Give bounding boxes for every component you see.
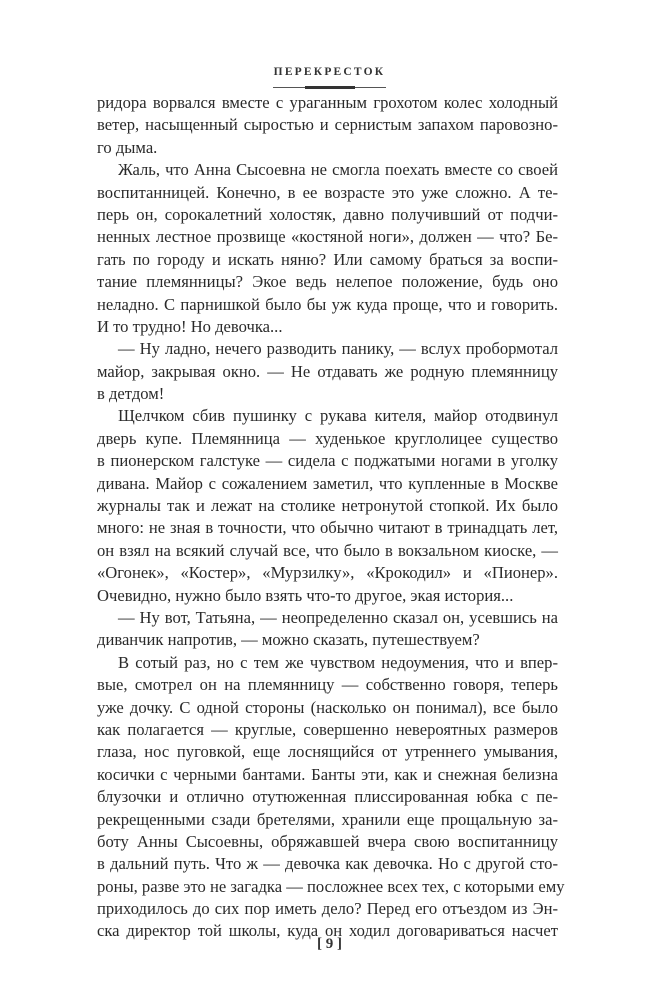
text-line: воспитанницей. Конечно, в ее возрасте это уже сложно. А те- <box>97 182 558 202</box>
text-line: И то трудно! Но девочка... <box>97 316 283 336</box>
text-line: вые, смотрел он на племянницу — собственно говоря, теперь <box>97 675 558 695</box>
text-line: роны, разве это не загадка — посложнее всех тех, с которыми ему <box>97 876 565 896</box>
text-line: в пионерском галстуке — сидела с поджатыми ногами в уголку <box>97 451 558 471</box>
text-line: в дальний путь. Что ж — девочка как девочка. Но с другой сто- <box>97 854 558 874</box>
text-line: ридора ворвался вместе с ураганным грохотом колес холодный <box>97 93 558 112</box>
text-line: ветер, насыщенный сыростью и сернистым запахом паровозно- <box>97 115 558 135</box>
text-line: много: не зная в точности, что обычно читают в тринадцать лет, <box>97 518 558 538</box>
text-line: Очевидно, нужно было взять что-то другое, экая история... <box>97 585 514 605</box>
text-line: дивана. Майор с сожалением заметил, что купленные в Москве <box>97 473 558 493</box>
text-line: перь он, сорокалетний холостяк, давно получивший от подчи- <box>97 204 558 224</box>
text-line: боту Анны Сысоевны, обряжавшей вчера свою воспитанницу <box>97 831 558 851</box>
text-line: гать по городу и искать няню? Или самому браться за воспи- <box>97 249 558 269</box>
text-line: дверь купе. Племянница — худенькое круглолицее существо <box>97 428 558 448</box>
text-line: в детдом! <box>97 384 165 404</box>
text-line: блузочки и отлично отутюженная плиссированная юбка с пе- <box>97 787 558 807</box>
text-line: Жаль, что Анна Сысоевна не смогла поехать вместе со своей <box>118 160 558 180</box>
text-line: он взял на всякий случай все, что было в вокзальном киоске, — <box>97 540 558 560</box>
text-line: приходилось до сих пор иметь дело? Перед его отъездом из Эн- <box>97 899 558 919</box>
text-line: Щелчком сбив пушинку с рукава кителя, майор отодвинул <box>118 406 558 426</box>
text-line: ска директор той школы, куда он ходил договариваться насчет <box>97 921 558 941</box>
page-number: [ 9 ] <box>317 936 342 952</box>
text-line: тание племянницы? Экое ведь нелепое положение, будь оно <box>97 272 558 292</box>
text-line: журналы так и лежат на столике нетронутой стопкой. Их было <box>97 496 558 516</box>
text-line: «Огонек», «Костер», «Мурзилку», «Крокодил» и «Пионер». <box>97 563 558 583</box>
text-line: как полагается — круглые, совершенно невероятных размеров <box>97 719 558 739</box>
text-line: диванчик напротив, — можно сказать, путешествуем? <box>97 630 480 650</box>
text-line: — Ну ладно, нечего разводить панику, — вслух пробормотал <box>118 339 558 359</box>
text-line: неладно. С парнишкой было бы уж куда проще, что и говорить. <box>97 294 558 314</box>
text-line: В сотый раз, но с тем же чувством недоумения, что и впер- <box>118 652 558 672</box>
text-line: майор, закрывая окно. — Не отдавать же родную племянницу <box>97 361 558 381</box>
body-text <box>97 92 565 943</box>
header-divider-accent <box>305 86 355 89</box>
text-line: косички с черными бантами. Банты эти, как и снежная белизна <box>97 764 558 784</box>
text-line: уже дочку. С одной стороны (насколько он понимал), все было <box>97 697 558 717</box>
text-line: — Ну вот, Татьяна, — неопределенно сказал он, усевшись на <box>118 607 558 627</box>
text-line: го дыма. <box>97 137 158 157</box>
text-line: глаза, нос пуговкой, еще лоснящийся от утреннего умывания, <box>97 742 558 762</box>
text-line: ненных лестное прозвище «костяной ноги», должен — что? Бе- <box>97 227 558 247</box>
text-line: рекрещенными сзади бретелями, хранили еще прощальную за- <box>97 809 558 829</box>
running-header: ПЕРЕКРЕСТОК <box>273 66 386 78</box>
